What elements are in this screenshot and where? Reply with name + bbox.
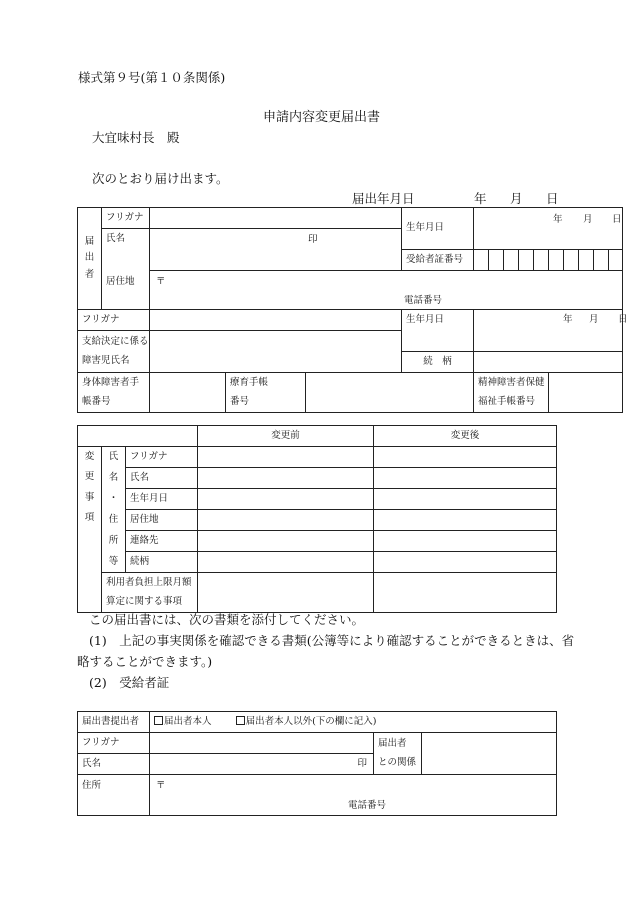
change-row-address: 居住地 [126, 510, 198, 531]
after-birth-field[interactable] [374, 489, 557, 510]
form-number: 様式第９号(第１０条関係) [78, 70, 226, 85]
after-change-header: 変更後 [374, 426, 557, 447]
physical-handbook-label: 身体障害者手 帳番号 [78, 373, 150, 413]
child-furigana-field[interactable] [150, 310, 402, 331]
recipient-number-label: 受給者証番号 [402, 250, 474, 271]
change-sub-char-1: 氏 [102, 447, 126, 468]
applicant-birth-year: 年 [553, 214, 563, 225]
recipient-digit-1[interactable] [474, 250, 489, 271]
recipient-digit-2[interactable] [489, 250, 504, 271]
ryoiku-handbook-label: 療育手帳 番号 [226, 373, 306, 413]
attachment-item-2: (2) 受給者証 [89, 675, 170, 690]
change-sub-char-4: 住 [102, 510, 126, 531]
before-limit-field[interactable] [198, 573, 374, 613]
after-address-field[interactable] [374, 510, 557, 531]
recipient-digit-5[interactable] [534, 250, 549, 271]
submitter-phone-label: 電話番号 [348, 800, 387, 811]
before-birth-field[interactable] [198, 489, 374, 510]
attachment-item-1-line-2: 略することができます。) [77, 654, 213, 669]
submitter-self-option[interactable]: 届出者本人 [154, 716, 212, 727]
child-birth-label: 生年月日 [402, 310, 474, 352]
change-sub-char-6: 等 [102, 552, 126, 573]
child-birth-field[interactable] [474, 310, 628, 352]
change-row-name: 氏名 [126, 468, 198, 489]
form-title: 申請内容変更届出書 [263, 110, 381, 125]
applicant-postal-mark: 〒 [156, 276, 166, 287]
applicant-group-label: 届 出 者 [78, 208, 102, 310]
child-furigana-label: フリガナ [78, 310, 150, 331]
child-birth-year: 年 [563, 314, 573, 325]
after-name-field[interactable] [374, 468, 557, 489]
child-name-field[interactable] [150, 331, 402, 373]
ryoiku-handbook-field[interactable] [306, 373, 474, 413]
after-furigana-field[interactable] [374, 447, 557, 468]
mental-handbook-field[interactable] [549, 373, 623, 413]
physical-handbook-field[interactable] [150, 373, 226, 413]
submitter-postal-mark: 〒 [156, 780, 166, 791]
change-row-furigana: フリガナ [126, 447, 198, 468]
recipient-digit-7[interactable] [564, 250, 579, 271]
addressee: 大宜味村長 殿 [92, 130, 180, 145]
applicant-birth-label: 生年月日 [402, 208, 474, 250]
recipient-digit-9[interactable] [594, 250, 609, 271]
attachment-intro: この届出書には、次の書類を添付してください。 [89, 612, 365, 627]
change-row-contact: 連絡先 [126, 531, 198, 552]
applicant-birth-field[interactable] [474, 208, 623, 250]
submitter-seal-mark: 印 [357, 757, 367, 769]
change-row-birth: 生年月日 [126, 489, 198, 510]
submitter-furigana-field[interactable] [150, 733, 374, 754]
submitter-table [77, 711, 557, 816]
recipient-digit-3[interactable] [504, 250, 519, 271]
before-address-field[interactable] [198, 510, 374, 531]
child-name-label: 支給決定に係る 障害児氏名 [78, 331, 150, 373]
after-relation-field[interactable] [374, 552, 557, 573]
child-relation-field[interactable] [474, 352, 623, 373]
submitter-name-field[interactable] [150, 754, 374, 775]
submitter-label: 届出書提出者 [78, 712, 150, 733]
change-group-label: 変 更 事 項 [78, 447, 102, 613]
applicant-name-field[interactable] [150, 229, 402, 271]
applicant-address-label: 居住地 [102, 271, 150, 310]
change-sub-char-5: 所 [102, 531, 126, 552]
applicant-furigana-label: フリガナ [102, 208, 150, 229]
mental-handbook-label: 精神障害者保健 福祉手帳番号 [474, 373, 549, 413]
change-sub-char-3: ・ [102, 489, 126, 510]
applicant-birth-day: 日 [612, 214, 622, 225]
applicant-phone-label: 電話番号 [404, 295, 443, 306]
change-row-relation: 続柄 [126, 552, 198, 573]
applicant-seal-mark: 印 [308, 234, 318, 245]
child-birth-month: 月 [589, 314, 599, 325]
recipient-digit-6[interactable] [549, 250, 564, 271]
checkbox-icon[interactable] [236, 716, 245, 725]
child-relation-label: 続 柄 [402, 352, 474, 373]
recipient-digit-10[interactable] [609, 250, 623, 271]
applicant-table [77, 207, 628, 413]
submitter-furigana-label: フリガナ [78, 733, 150, 754]
recipient-digit-8[interactable] [579, 250, 594, 271]
before-change-header: 変更前 [198, 426, 374, 447]
date-month: 月 [510, 191, 523, 206]
submitter-address-label: 住所 [78, 775, 150, 816]
change-sub-char-2: 名 [102, 468, 126, 489]
after-limit-field[interactable] [374, 573, 557, 613]
submitter-relation-field[interactable] [422, 733, 557, 775]
applicant-furigana-field[interactable] [150, 208, 402, 229]
attachment-item-1-line-1: (1) 上記の事実関係を確認できる書類(公簿等により確認することができるときは、省 [89, 633, 575, 648]
date-day: 日 [546, 191, 559, 206]
submitter-address-field[interactable] [150, 775, 557, 816]
submitter-relation-label: 届出者 との関係 [374, 733, 422, 775]
child-birth-day: 日 [618, 314, 628, 325]
before-relation-field[interactable] [198, 552, 374, 573]
date-year: 年 [474, 191, 487, 206]
before-furigana-field[interactable] [198, 447, 374, 468]
change-row-limit: 利用者負担上限月額 算定に関する事項 [102, 573, 198, 613]
applicant-birth-month: 月 [583, 214, 593, 225]
after-contact-field[interactable] [374, 531, 557, 552]
submitter-name-label: 氏名 [78, 754, 150, 775]
before-name-field[interactable] [198, 468, 374, 489]
submitter-other-option[interactable]: 届出者本人以外(下の欄に記入) [236, 716, 377, 727]
applicant-name-label: 氏名 [102, 229, 150, 250]
recipient-digit-4[interactable] [519, 250, 534, 271]
submission-date-label: 届出年月日 [352, 191, 415, 206]
intro-text: 次のとおり届け出ます。 [92, 171, 229, 186]
applicant-address-field[interactable] [150, 271, 623, 310]
before-contact-field[interactable] [198, 531, 374, 552]
checkbox-icon[interactable] [154, 716, 163, 725]
changes-table [77, 425, 557, 613]
